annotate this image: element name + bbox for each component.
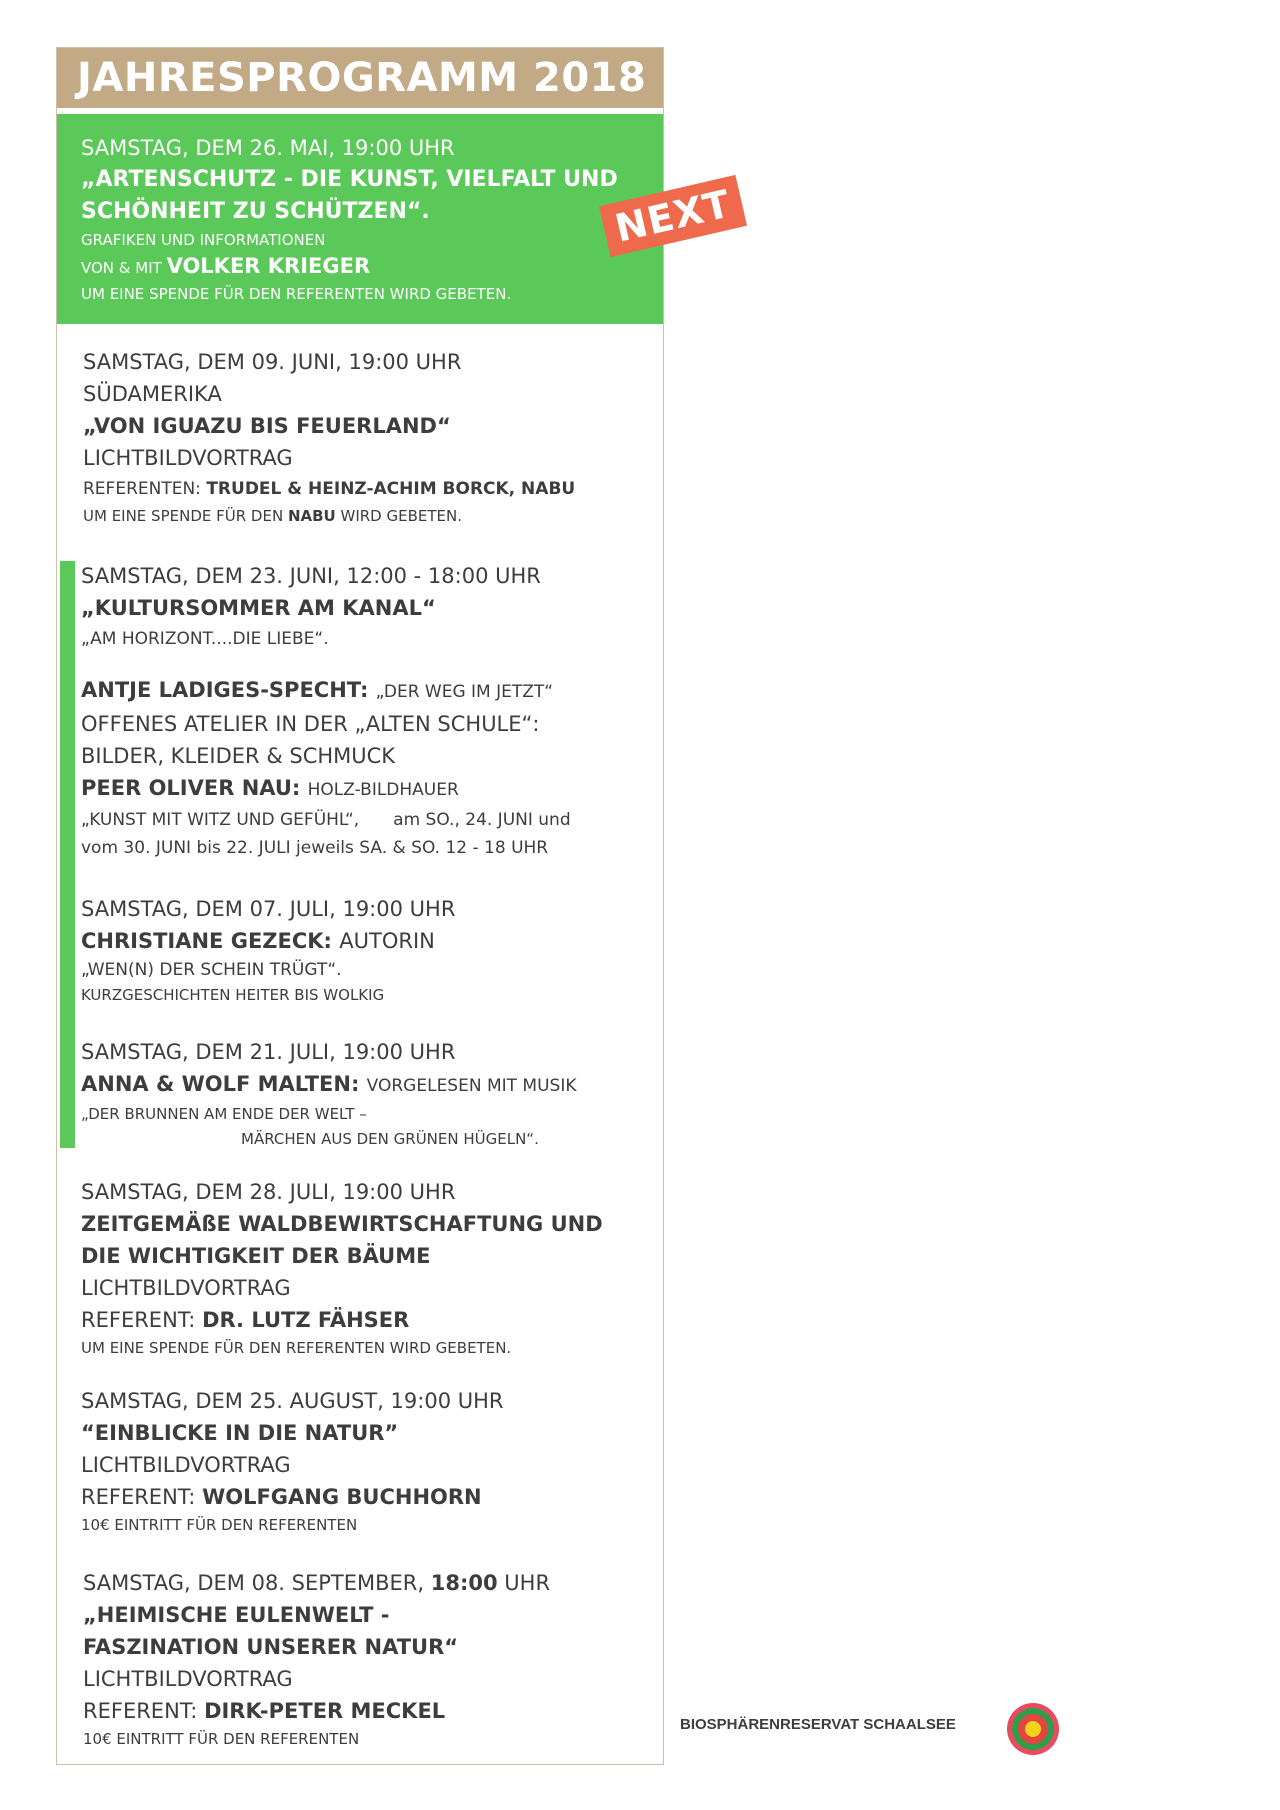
- author-name: CHRISTIANE GEZECK:: [81, 929, 340, 953]
- event-title: „WEN(N) DER SCHEIN TRÜGT“.: [81, 960, 342, 980]
- event-date: [83, 1567, 550, 1599]
- event-note: 10€ EINTRITT FÜR DEN REFERENTEN: [83, 1730, 360, 1748]
- event-date: SAMSTAG, DEM 21. JULI, 19:00 UHR: [81, 1040, 456, 1064]
- event-note: [83, 504, 575, 529]
- event-dates-line: [81, 834, 571, 862]
- featured-event: [57, 114, 663, 324]
- event-type: LICHTBILDVORTRAG: [83, 1667, 293, 1691]
- artist-antje: [81, 674, 571, 708]
- event-readers: [81, 1068, 577, 1102]
- event-date: SAMSTAG, DEM 28. JULI, 19:00 UHR: [81, 1180, 456, 1204]
- event-title-line2: MÄRCHEN AUS DEN GRÜNEN HÜGELN“.: [241, 1130, 539, 1148]
- event-referent: [83, 1695, 550, 1727]
- event-ref-prefix: REFERENTEN:: [83, 479, 207, 499]
- event-ref-name: WOLFGANG BUCHHORN: [202, 1485, 482, 1509]
- event-type: LICHTBILDVORTRAG: [83, 446, 293, 470]
- event-ref-name: DIRK-PETER MECKEL: [204, 1699, 446, 1723]
- atelier-line2: BILDER, KLEIDER & SCHMUCK: [81, 744, 396, 768]
- event-ref-prefix: REFERENT:: [81, 1485, 203, 1509]
- event-referent: [83, 474, 575, 504]
- event-dates-a: am SO., 24. JUNI und: [393, 810, 571, 830]
- event-title: „KULTURSOMMER AM KANAL“: [81, 596, 436, 620]
- event-title-line1: ZEITGEMÄßE WALDBEWIRTSCHAFTUNG UND: [81, 1212, 603, 1236]
- event-date: SAMSTAG, DEM 23. JUNI, 12:00 - 18:00 UHR: [81, 564, 541, 588]
- event-dates-b: vom 30: [81, 838, 146, 858]
- artist-work: „KUNST MIT WITZ UND GEFÜHL“,: [81, 810, 360, 830]
- event-title: „VON IGUAZU BIS FEUERLAND“: [83, 414, 451, 438]
- event-title-line2: FASZINATION UNSERER NATUR“: [83, 1635, 459, 1659]
- featured-event-title-line1: „ARTENSCHUTZ - DIE KUNST, VIELFALT UND: [81, 167, 618, 192]
- featured-event-ref-name: VOLKER KRIEGER: [166, 254, 371, 278]
- event-referent: [81, 1481, 504, 1513]
- artist-role: HOLZ-BILDHAUER: [307, 780, 459, 800]
- event-note: 10€ EINTRITT FÜR DEN REFERENTEN: [81, 1516, 358, 1534]
- event-ref-prefix: REFERENT:: [83, 1699, 205, 1723]
- event-ref-name: TRUDEL & HEINZ-ACHIM BORCK, NABU: [206, 479, 576, 499]
- event-title-line1: „HEIMISCHE EULENWELT -: [83, 1603, 390, 1627]
- event-july-21: [81, 1036, 577, 1152]
- event-type: LICHTBILDVORTRAG: [81, 1276, 291, 1300]
- event-date: SAMSTAG, DEM 25. AUGUST, 19:00 UHR: [81, 1389, 504, 1413]
- event-note-part-a: UM EINE SPENDE FÜR DEN: [83, 507, 288, 525]
- author-role: AUTORIN: [339, 929, 435, 953]
- event-title-line1: „DER BRUNNEN AM ENDE DER WELT –: [81, 1105, 367, 1123]
- reader-names: ANNA & WOLF MALTEN:: [81, 1072, 367, 1096]
- event-date-c: UHR: [497, 1571, 551, 1595]
- atelier-line1: OFFENES ATELIER IN DER „ALTEN SCHULE“:: [81, 712, 540, 736]
- featured-event-referent: [81, 252, 663, 282]
- event-subtitle: „AM HORIZONT....DIE LIEBE“.: [81, 629, 329, 649]
- event-type: LICHTBILDVORTRAG: [81, 1453, 291, 1477]
- event-date: SAMSTAG, DEM 09. JUNI, 19:00 UHR: [83, 350, 462, 374]
- event-date-a: SAMSTAG, DEM 08. SEPTEMBER,: [83, 1571, 431, 1595]
- artist-work-line: [81, 806, 571, 834]
- featured-event-ref-prefix: VON & MIT: [81, 259, 167, 277]
- event-note-part-b: NABU: [287, 507, 336, 525]
- highlight-bar: [60, 561, 75, 1148]
- event-june-23: [81, 560, 571, 862]
- artist-name: ANTJE LADIGES-SPECHT:: [81, 678, 376, 702]
- event-july-07: [81, 893, 455, 1008]
- featured-event-note: UM EINE SPENDE FÜR DEN REFERENTEN WIRD GEBETEN.: [81, 285, 512, 303]
- event-author: [81, 925, 455, 957]
- featured-event-date: SAMSTAG, DEM 26. MAI, 19:00 UHR: [81, 136, 455, 160]
- featured-event-subtitle: GRAFIKEN UND INFORMATIONEN: [81, 231, 326, 249]
- event-title: “EINBLICKE IN DIE NATUR”: [81, 1421, 399, 1445]
- event-september-08: [83, 1567, 550, 1752]
- event-referent: [81, 1304, 603, 1336]
- next-badge: NEXT: [599, 175, 747, 257]
- event-june-09: [83, 346, 575, 529]
- artist-peer: [81, 772, 571, 806]
- event-dates-c: . JUNI bis 22. JULI jeweils SA. & SO. 12 - 18 UHR: [145, 838, 549, 858]
- biosphere-logo-icon: [1005, 1701, 1061, 1757]
- footer-label: BIOSPHÄRENRESERVAT SCHAALSEE: [680, 1716, 956, 1733]
- event-region: SÜDAMERIKA: [83, 382, 222, 406]
- featured-event-title-line2: SCHÖNHEIT ZU SCHÜTZEN“.: [81, 199, 430, 224]
- event-august-25: [81, 1385, 504, 1538]
- event-title-line2: DIE WICHTIGKEIT DER BÄUME: [81, 1244, 431, 1268]
- page-title: JAHRESPROGRAMM 2018: [57, 48, 663, 108]
- event-description: KURZGESCHICHTEN HEITER BIS WOLKIG: [81, 986, 385, 1004]
- event-july-28: [81, 1176, 603, 1361]
- artist-work: „DER WEG IM JETZT“: [375, 682, 554, 702]
- event-ref-name: DR. LUTZ FÄHSER: [202, 1308, 410, 1332]
- event-date-time: 18:00: [430, 1571, 498, 1595]
- artist-name: PEER OLIVER NAU:: [81, 776, 308, 800]
- event-note: UM EINE SPENDE FÜR DEN REFERENTEN WIRD GEBETEN.: [81, 1339, 512, 1357]
- event-date: SAMSTAG, DEM 07. JULI, 19:00 UHR: [81, 897, 456, 921]
- event-note-part-c: WIRD GEBETEN.: [335, 507, 462, 525]
- reader-role: VORGELESEN MIT MUSIK: [366, 1076, 577, 1096]
- program-panel: [56, 47, 664, 1765]
- event-ref-prefix: REFERENT:: [81, 1308, 203, 1332]
